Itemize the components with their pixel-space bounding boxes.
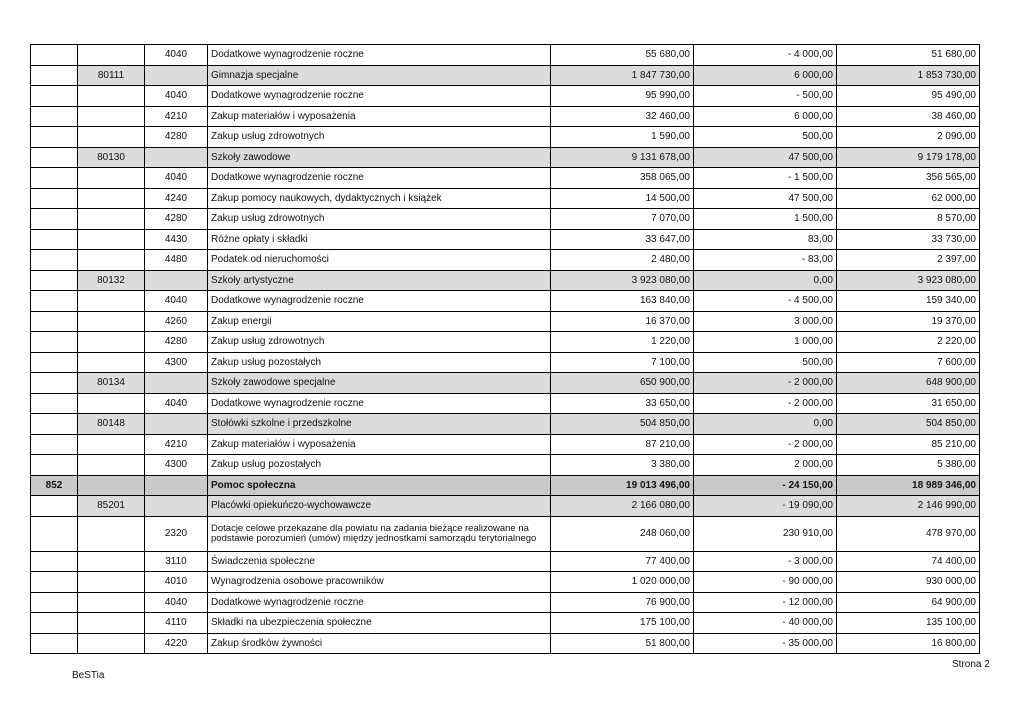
chapter-code-cell xyxy=(78,106,145,127)
item-name-cell: Pomoc społeczna xyxy=(208,475,551,496)
plan-amount-cell: 248 060,00 xyxy=(551,516,694,551)
item-name-cell: Zakup środków żywności xyxy=(208,633,551,654)
table-row-chapter xyxy=(31,65,980,86)
table-row-section xyxy=(31,475,980,496)
paragraph-code-cell xyxy=(145,496,208,517)
table-row xyxy=(31,633,980,654)
paragraph-code-cell: 4220 xyxy=(145,633,208,654)
after-change-amount-cell: 95 490,00 xyxy=(837,86,980,107)
paragraph-code-cell: 4010 xyxy=(145,572,208,593)
section-code-cell xyxy=(31,209,78,230)
table-row xyxy=(31,106,980,127)
chapter-code-cell xyxy=(78,332,145,353)
after-change-amount-cell: 38 460,00 xyxy=(837,106,980,127)
item-name-cell: Zakup usług zdrowotnych xyxy=(208,332,551,353)
table-row xyxy=(31,434,980,455)
plan-amount-cell: 3 923 080,00 xyxy=(551,270,694,291)
chapter-code-cell xyxy=(78,168,145,189)
after-change-amount-cell: 5 380,00 xyxy=(837,455,980,476)
after-change-amount-cell: 2 090,00 xyxy=(837,127,980,148)
chapter-code-cell xyxy=(78,127,145,148)
section-code-cell xyxy=(31,434,78,455)
item-name-cell: Świadczenia społeczne xyxy=(208,551,551,572)
paragraph-code-cell: 4210 xyxy=(145,434,208,455)
paragraph-code-cell: 4040 xyxy=(145,86,208,107)
paragraph-code-cell: 3110 xyxy=(145,551,208,572)
after-change-amount-cell: 1 853 730,00 xyxy=(837,65,980,86)
paragraph-code-cell: 4300 xyxy=(145,352,208,373)
chapter-code-cell xyxy=(78,434,145,455)
item-name-cell: Dodatkowe wynagrodzenie roczne xyxy=(208,86,551,107)
chapter-code-cell xyxy=(78,229,145,250)
section-code-cell xyxy=(31,188,78,209)
paragraph-code-cell: 4300 xyxy=(145,455,208,476)
chapter-code-cell xyxy=(78,613,145,634)
table-row xyxy=(31,86,980,107)
after-change-amount-cell: 159 340,00 xyxy=(837,291,980,312)
change-amount-cell: - 12 000,00 xyxy=(694,592,837,613)
table-row xyxy=(31,352,980,373)
section-code-cell xyxy=(31,106,78,127)
change-amount-cell: 83,00 xyxy=(694,229,837,250)
change-amount-cell: - 40 000,00 xyxy=(694,613,837,634)
item-name-cell: Różne opłaty i składki xyxy=(208,229,551,250)
after-change-amount-cell: 648 900,00 xyxy=(837,373,980,394)
change-amount-cell: 0,00 xyxy=(694,414,837,435)
budget-table-body xyxy=(31,45,980,654)
after-change-amount-cell: 356 565,00 xyxy=(837,168,980,189)
paragraph-code-cell: 4110 xyxy=(145,613,208,634)
after-change-amount-cell: 8 570,00 xyxy=(837,209,980,230)
section-code-cell xyxy=(31,65,78,86)
change-amount-cell: - 2 000,00 xyxy=(694,434,837,455)
paragraph-code-cell: 4430 xyxy=(145,229,208,250)
table-row xyxy=(31,613,980,634)
item-name-cell: Zakup materiałów i wyposażenia xyxy=(208,106,551,127)
chapter-code-cell xyxy=(78,250,145,271)
after-change-amount-cell: 135 100,00 xyxy=(837,613,980,634)
after-change-amount-cell: 51 680,00 xyxy=(837,45,980,66)
plan-amount-cell: 33 647,00 xyxy=(551,229,694,250)
item-name-cell: Stołówki szkolne i przedszkolne xyxy=(208,414,551,435)
after-change-amount-cell: 31 650,00 xyxy=(837,393,980,414)
chapter-code-cell xyxy=(78,592,145,613)
footer-software-label: BeSTia xyxy=(72,670,105,681)
chapter-code-cell: 85201 xyxy=(78,496,145,517)
paragraph-code-cell: 4260 xyxy=(145,311,208,332)
after-change-amount-cell: 9 179 178,00 xyxy=(837,147,980,168)
table-row-chapter xyxy=(31,270,980,291)
after-change-amount-cell: 3 923 080,00 xyxy=(837,270,980,291)
table-row xyxy=(31,229,980,250)
after-change-amount-cell: 930 000,00 xyxy=(837,572,980,593)
section-code-cell xyxy=(31,332,78,353)
chapter-code-cell xyxy=(78,475,145,496)
plan-amount-cell: 1 590,00 xyxy=(551,127,694,148)
item-name-cell: Składki na ubezpieczenia społeczne xyxy=(208,613,551,634)
after-change-amount-cell: 19 370,00 xyxy=(837,311,980,332)
change-amount-cell: - 24 150,00 xyxy=(694,475,837,496)
plan-amount-cell: 32 460,00 xyxy=(551,106,694,127)
table-row xyxy=(31,168,980,189)
table-row-chapter xyxy=(31,414,980,435)
chapter-code-cell xyxy=(78,633,145,654)
table-row xyxy=(31,572,980,593)
table-row xyxy=(31,592,980,613)
plan-amount-cell: 16 370,00 xyxy=(551,311,694,332)
item-name-cell: Zakup usług zdrowotnych xyxy=(208,127,551,148)
plan-amount-cell: 33 650,00 xyxy=(551,393,694,414)
change-amount-cell: - 500,00 xyxy=(694,86,837,107)
item-name-cell: Szkoły zawodowe xyxy=(208,147,551,168)
change-amount-cell: - 2 000,00 xyxy=(694,373,837,394)
section-code-cell xyxy=(31,250,78,271)
change-amount-cell: - 4 000,00 xyxy=(694,45,837,66)
section-code-cell xyxy=(31,127,78,148)
paragraph-code-cell: 4480 xyxy=(145,250,208,271)
after-change-amount-cell: 16 800,00 xyxy=(837,633,980,654)
paragraph-code-cell xyxy=(145,65,208,86)
section-code-cell xyxy=(31,572,78,593)
item-name-cell: Zakup energii xyxy=(208,311,551,332)
plan-amount-cell: 19 013 496,00 xyxy=(551,475,694,496)
item-name-cell: Wynagrodzenia osobowe pracowników xyxy=(208,572,551,593)
section-code-cell xyxy=(31,45,78,66)
after-change-amount-cell: 2 220,00 xyxy=(837,332,980,353)
paragraph-code-cell xyxy=(145,147,208,168)
item-name-cell: Szkoły zawodowe specjalne xyxy=(208,373,551,394)
paragraph-code-cell: 4040 xyxy=(145,168,208,189)
item-name-cell: Zakup materiałów i wyposażenia xyxy=(208,434,551,455)
table-row xyxy=(31,332,980,353)
footer-page-number: Strona 2 xyxy=(952,659,990,670)
plan-amount-cell: 1 020 000,00 xyxy=(551,572,694,593)
paragraph-code-cell xyxy=(145,373,208,394)
chapter-code-cell: 80132 xyxy=(78,270,145,291)
section-code-cell xyxy=(31,270,78,291)
plan-amount-cell: 9 131 678,00 xyxy=(551,147,694,168)
section-code-cell xyxy=(31,613,78,634)
section-code-cell xyxy=(31,291,78,312)
plan-amount-cell: 95 990,00 xyxy=(551,86,694,107)
paragraph-code-cell: 4040 xyxy=(145,592,208,613)
section-code-cell xyxy=(31,592,78,613)
table-row xyxy=(31,209,980,230)
table-row-chapter xyxy=(31,147,980,168)
chapter-code-cell xyxy=(78,572,145,593)
plan-amount-cell: 51 800,00 xyxy=(551,633,694,654)
section-code-cell xyxy=(31,414,78,435)
plan-amount-cell: 7 100,00 xyxy=(551,352,694,373)
change-amount-cell: 2 000,00 xyxy=(694,455,837,476)
change-amount-cell: 230 910,00 xyxy=(694,516,837,551)
section-code-cell xyxy=(31,311,78,332)
plan-amount-cell: 3 380,00 xyxy=(551,455,694,476)
item-name-cell: Zakup usług zdrowotnych xyxy=(208,209,551,230)
change-amount-cell: 0,00 xyxy=(694,270,837,291)
plan-amount-cell: 2 166 080,00 xyxy=(551,496,694,517)
table-row-chapter xyxy=(31,373,980,394)
chapter-code-cell: 80130 xyxy=(78,147,145,168)
section-code-cell xyxy=(31,496,78,517)
plan-amount-cell: 163 840,00 xyxy=(551,291,694,312)
item-name-cell: Zakup usług pozostałych xyxy=(208,455,551,476)
budget-table xyxy=(30,44,980,654)
paragraph-code-cell xyxy=(145,270,208,291)
change-amount-cell: - 3 000,00 xyxy=(694,551,837,572)
change-amount-cell: - 1 500,00 xyxy=(694,168,837,189)
change-amount-cell: 1 500,00 xyxy=(694,209,837,230)
paragraph-code-cell: 4280 xyxy=(145,332,208,353)
item-name-cell: Szkoły artystyczne xyxy=(208,270,551,291)
chapter-code-cell: 80148 xyxy=(78,414,145,435)
paragraph-code-cell xyxy=(145,414,208,435)
table-row xyxy=(31,551,980,572)
plan-amount-cell: 1 847 730,00 xyxy=(551,65,694,86)
after-change-amount-cell: 33 730,00 xyxy=(837,229,980,250)
chapter-code-cell xyxy=(78,45,145,66)
paragraph-code-cell: 4040 xyxy=(145,393,208,414)
item-name-cell: Dodatkowe wynagrodzenie roczne xyxy=(208,45,551,66)
plan-amount-cell: 1 220,00 xyxy=(551,332,694,353)
after-change-amount-cell: 18 989 346,00 xyxy=(837,475,980,496)
section-code-cell: 852 xyxy=(31,475,78,496)
plan-amount-cell: 14 500,00 xyxy=(551,188,694,209)
table-row xyxy=(31,516,980,551)
chapter-code-cell xyxy=(78,86,145,107)
after-change-amount-cell: 62 000,00 xyxy=(837,188,980,209)
after-change-amount-cell: 7 600,00 xyxy=(837,352,980,373)
section-code-cell xyxy=(31,373,78,394)
chapter-code-cell xyxy=(78,551,145,572)
after-change-amount-cell: 74 400,00 xyxy=(837,551,980,572)
change-amount-cell: 6 000,00 xyxy=(694,65,837,86)
table-row xyxy=(31,127,980,148)
section-code-cell xyxy=(31,455,78,476)
change-amount-cell: 6 000,00 xyxy=(694,106,837,127)
chapter-code-cell xyxy=(78,393,145,414)
item-name-cell: Placówki opiekuńczo-wychowawcze xyxy=(208,496,551,517)
table-row xyxy=(31,311,980,332)
change-amount-cell: 47 500,00 xyxy=(694,147,837,168)
chapter-code-cell xyxy=(78,209,145,230)
change-amount-cell: 500,00 xyxy=(694,352,837,373)
table-row xyxy=(31,455,980,476)
chapter-code-cell: 80111 xyxy=(78,65,145,86)
paragraph-code-cell: 4040 xyxy=(145,45,208,66)
change-amount-cell: 3 000,00 xyxy=(694,311,837,332)
plan-amount-cell: 7 070,00 xyxy=(551,209,694,230)
table-row xyxy=(31,188,980,209)
after-change-amount-cell: 64 900,00 xyxy=(837,592,980,613)
chapter-code-cell xyxy=(78,455,145,476)
item-name-cell: Dodatkowe wynagrodzenie roczne xyxy=(208,291,551,312)
table-row xyxy=(31,291,980,312)
plan-amount-cell: 504 850,00 xyxy=(551,414,694,435)
change-amount-cell: - 35 000,00 xyxy=(694,633,837,654)
table-row xyxy=(31,45,980,66)
chapter-code-cell xyxy=(78,188,145,209)
paragraph-code-cell: 4280 xyxy=(145,209,208,230)
change-amount-cell: - 2 000,00 xyxy=(694,393,837,414)
change-amount-cell: - 90 000,00 xyxy=(694,572,837,593)
plan-amount-cell: 77 400,00 xyxy=(551,551,694,572)
chapter-code-cell xyxy=(78,291,145,312)
change-amount-cell: - 19 090,00 xyxy=(694,496,837,517)
chapter-code-cell xyxy=(78,311,145,332)
plan-amount-cell: 175 100,00 xyxy=(551,613,694,634)
item-name-cell: Dodatkowe wynagrodzenie roczne xyxy=(208,393,551,414)
item-name-cell: Zakup usług pozostałych xyxy=(208,352,551,373)
after-change-amount-cell: 2 146 990,00 xyxy=(837,496,980,517)
section-code-cell xyxy=(31,168,78,189)
change-amount-cell: - 4 500,00 xyxy=(694,291,837,312)
chapter-code-cell: 80134 xyxy=(78,373,145,394)
item-name-cell: Zakup pomocy naukowych, dydaktycznych i książek xyxy=(208,188,551,209)
after-change-amount-cell: 478 970,00 xyxy=(837,516,980,551)
paragraph-code-cell: 2320 xyxy=(145,516,208,551)
item-name-cell: Dodatkowe wynagrodzenie roczne xyxy=(208,592,551,613)
plan-amount-cell: 76 900,00 xyxy=(551,592,694,613)
item-name-cell: Gimnazja specjalne xyxy=(208,65,551,86)
after-change-amount-cell: 85 210,00 xyxy=(837,434,980,455)
paragraph-code-cell: 4040 xyxy=(145,291,208,312)
section-code-cell xyxy=(31,551,78,572)
paragraph-code-cell xyxy=(145,475,208,496)
chapter-code-cell xyxy=(78,352,145,373)
plan-amount-cell: 2 480,00 xyxy=(551,250,694,271)
item-name-cell: Podatek od nieruchomości xyxy=(208,250,551,271)
plan-amount-cell: 55 680,00 xyxy=(551,45,694,66)
section-code-cell xyxy=(31,633,78,654)
section-code-cell xyxy=(31,352,78,373)
plan-amount-cell: 650 900,00 xyxy=(551,373,694,394)
change-amount-cell: - 83,00 xyxy=(694,250,837,271)
after-change-amount-cell: 2 397,00 xyxy=(837,250,980,271)
change-amount-cell: 500,00 xyxy=(694,127,837,148)
after-change-amount-cell: 504 850,00 xyxy=(837,414,980,435)
plan-amount-cell: 358 065,00 xyxy=(551,168,694,189)
chapter-code-cell xyxy=(78,516,145,551)
section-code-cell xyxy=(31,229,78,250)
plan-amount-cell: 87 210,00 xyxy=(551,434,694,455)
change-amount-cell: 47 500,00 xyxy=(694,188,837,209)
section-code-cell xyxy=(31,393,78,414)
paragraph-code-cell: 4210 xyxy=(145,106,208,127)
paragraph-code-cell: 4280 xyxy=(145,127,208,148)
section-code-cell xyxy=(31,147,78,168)
item-name-cell: Dodatkowe wynagrodzenie roczne xyxy=(208,168,551,189)
table-row-chapter xyxy=(31,496,980,517)
paragraph-code-cell: 4240 xyxy=(145,188,208,209)
table-row xyxy=(31,250,980,271)
table-row xyxy=(31,393,980,414)
change-amount-cell: 1 000,00 xyxy=(694,332,837,353)
section-code-cell xyxy=(31,86,78,107)
section-code-cell xyxy=(31,516,78,551)
item-name-cell: Dotacje celowe przekazane dla powiatu na zadania bieżące realizowane na podstawie porozumień (umów) między jednostkami samorządu terytorialnego xyxy=(208,516,551,551)
